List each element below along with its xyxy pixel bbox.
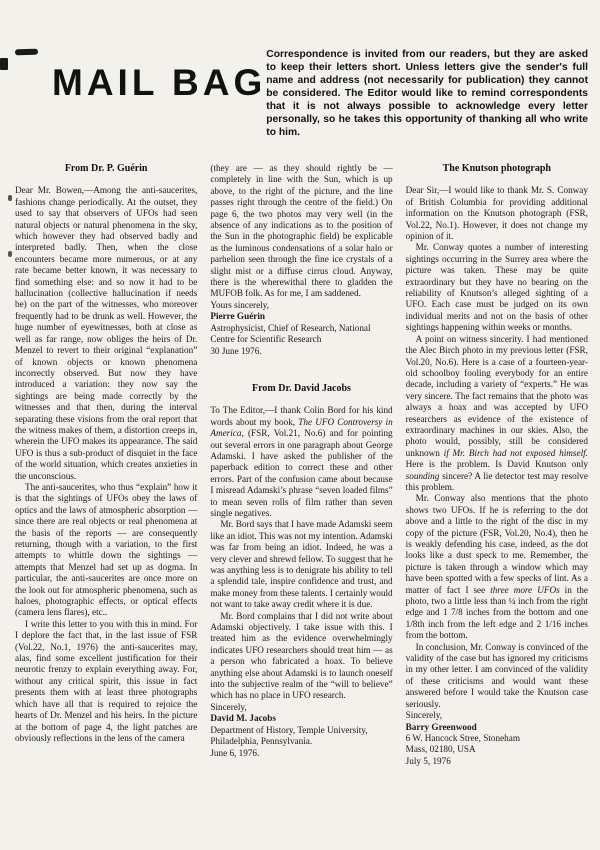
- body-text: Dear Mr. Bowen,—Among the anti-saucerites, fashions change periodically. At the outset, they used to say that observers of UFOs had seen natural objects or natural phenomena in the sky, which however they had observed badly and interpreted badly. Then, when the close encounters became more numerous, or at any rate became better known, it was necessary to find something else: and so now it had to be hallucination (collective hallucination if needs be) on the part of the witnesses, who moreover frequently had to be drunk as well. However, the huge number of eyewitnesses, both at close as well as far range, now obliges the heirs of Dr. Menzel to revert to their original “explanation” of known objects or known phenomena incorrectly observed. But now they have introduced a variation: they now say the sightings are being made correctly by the witnesses and that then, during the interval separating these visions from the oral report that the witness makes of them, a distortion creeps in, wherein the UFO makes its appearance. The said UFO is thus a sub-product of disquiet in the face of the world situation, which creates anxieties in the unconscious.: [15, 185, 198, 481]
- column-3: [406, 163, 588, 767]
- letter-paragraph: [406, 642, 588, 710]
- letter-paragraph: [406, 185, 588, 242]
- italic-text: if Mr. Birch had not exposed himself.: [443, 447, 588, 458]
- signature-line: 6 W. Hancock Stree, Stoneham: [405, 732, 520, 743]
- signature-line: June 6, 1976.: [210, 747, 260, 758]
- letter-paragraph: [406, 334, 588, 494]
- signature-line: July 5, 1976: [405, 755, 451, 766]
- letter-paragraph: [210, 163, 392, 300]
- letter-heading: From Dr. P. Guérin: [64, 163, 148, 174]
- signature-line: David M. Jacobs: [210, 713, 276, 724]
- body-text: Mr. Bord complains that I did not write about Adamski objectively. I take issue with this. I treated him as the evidence overwhelmingly indicates UFO researchers should treat him — as a person who fabricated a hoax. To believe anything else about Adamski is to launch oneself into the subjective realm of the “will to believe” which has no place in UFO research.: [210, 610, 393, 701]
- body-text: Mr. Conway also mentions that the photo shows two UFOs. If he is referring to the dot above and a little to the right of the disc in my copy of the picture (FSR, Vol.20, No.4), then he is weakly defending his case, indeed, as the dot looks like a dust speck to me. Remember, the picture is taken through a window which may have been spotted with a few specks of lint. As a matter of fact I see: [405, 493, 588, 595]
- signature-line: Pierre Guérin: [210, 311, 266, 322]
- body-text: Mr. Bord says that I have made Adamski seem like an idiot. This was not my intention. Adamski was far from being an idiot. Indeed, he was a very clever and shrewd fellow. To suggest that he was anything less is to denigrate his ability to tell a splendid tale, inspire confidence and trust, and make money from these talents. I certainly would not want to take away credit where it is due.: [210, 519, 393, 610]
- body-text: To The Editor,—I thank Colin Bord for his kind words about my book,: [210, 405, 393, 427]
- body-text: Dear Sir,—I would like to thank Mr. S. Conway of British Columbia for providing additional information on the Knutson photograph (FSR, Vol.22, No.1). However, it does not change my opinion of it.: [405, 185, 588, 242]
- body-text: I write this letter to you with this in mind. For I deplore the fact that, in the last issue of FSR (Vol.22, No.1, 1976) the anti-saucerites may, alas, find some excellent justification for their neurotic frenzy to explain everything away. For, without any critical spirit, this issue in fact presents them with at least three photographs which have all that is required to rejoice the hearts of Dr. Menzel and his heirs. In the picture at the bottom of page 4, the light patches are obviously reflections in the lens of the camera: [15, 618, 198, 743]
- editor-notice: Correspondence is invited from our readers, but they are asked to keep their letters short. Unless letters give the sender's full name and address (not necessarily for publication) they cannot be considered. The Editor would like to remind correspondents that it is not always possible to acknowledge every letter personally, so he takes this opportunity of thanking all who write to him.: [266, 49, 588, 138]
- letter-heading: The Knutson photograph: [442, 163, 551, 174]
- signature-line: Astrophysicist, Chief of Research, National Centre for Scientific Research: [210, 322, 371, 345]
- letter-paragraph: [15, 619, 197, 744]
- body-text: in the photo, two a little less than ¼ inch from the right edge and 1 7/8 inches from the bottom and one 1/8th inch from the left edge and 2 1/16 inches from the bottom.: [405, 584, 588, 641]
- column-2: [210, 163, 392, 767]
- letter-paragraph: [210, 405, 392, 519]
- italic-text: sounding: [405, 470, 440, 481]
- scan-artifact: [8, 251, 12, 257]
- page-header: [0, 0, 600, 139]
- signature-line: Department of History, Temple University, Philadelphia, Pennsylvania.: [210, 724, 368, 747]
- body-text: Mr. Conway quotes a number of interesting sightings occurring in the Surrey area where the picture was taken. These may be quite extraordinary but they have no bearing on the reliability of Knutson’s alleged sighting of a UFO. Each case must be judged on its own individual merits and not on the basis of other sightings happening within weeks or months.: [405, 242, 588, 333]
- scan-artifact: [0, 58, 8, 70]
- page-title: MAIL BAG: [52, 62, 267, 103]
- letter-paragraph: [406, 242, 588, 333]
- letter-paragraph: [15, 185, 197, 482]
- body-text: Here is the problem. Is David Knutson only: [405, 459, 588, 470]
- body-text: In conclusion, Mr. Conway is convinced of the validity of the case but has ignored my criticisms in my other letter. I am convinced of the validity of these criticisms and would want these answered before I would take the Knutson case seriously.: [405, 641, 588, 709]
- body-text: The anti-saucerites, who thus “explain” how it is that the sightings of UFOs obey the laws of optics and the laws of atmospheric absorption — since there are real objects or real phenomena at the basis of the reports — are consequently returning, though with a variation, to the first attempts to whittle down the sightings — attempts that Menzel had set up as dogma. In particular, the anti-saucerites are once more on the look out for atmospheric phenomena, such as haloes, photographic effects, or optical effects (camera lens flares), etc..: [15, 481, 198, 618]
- italic-text: The UFO Controversy in America,: [210, 416, 393, 439]
- body-text: sincere? A lie detector test may resolve this problem.: [405, 470, 588, 492]
- body-text: A point on witness sincerity. I had mentioned the Alec Birch photo in my previous letter (FSR, Vol.20, No.6). Here is a case of a fourteen-year-old schoolboy fooling everybody for an entire decade, including a variety of “experts.” He was very sincere. The fact remains that the photo was always a hoax and was accepted by UFO researchers as evidence of the existence of extraordinary machines in our skies. Also, the photo would, possibly, still be considered unknown: [405, 333, 588, 458]
- letter-paragraph: [210, 519, 392, 610]
- letter-paragraph: [15, 482, 197, 619]
- body-text: (they are — as they should rightly be — completely in line with the Sun, which is up above, to the right of the picture, and the line passes right through the centre of the field.) On page 6, the two photos may very well (in the absence of any indications as to the position of the Sun in the photographic field) be explicable as the luminous condensations of a solar halo or parhelion seen through the fine ice crystals of a slight mist or a diffuse cirrus cloud. Anyway, there is the wherewithal there to gladden the MUFOB folk. As for me, I am saddened.: [210, 163, 393, 299]
- signature-line: Sincerely,: [405, 710, 443, 721]
- signature-line: Sincerely,: [210, 701, 247, 712]
- signature-line: Yours sincerely,: [210, 299, 270, 310]
- signature-line: Barry Greenwood: [405, 721, 477, 732]
- letters-columns: [0, 139, 600, 767]
- column-1: [15, 163, 197, 767]
- signature-line: Mass, 02180, USA: [405, 744, 476, 755]
- italic-text: three more UFOs: [490, 584, 560, 595]
- body-text: (FSR, Vol.21, No.6) and for pointing out several errors in one paragraph about George Adamski. I have asked the publisher of the paperback edition to correct these and other errors. Part of the confusion came about because I misread Adamski’s phrase “seven loaded films” to mean seven rolls of film rather than seven single negatives.: [210, 428, 393, 518]
- scan-artifact: [15, 49, 38, 56]
- letter-heading: From Dr. David Jacobs: [252, 382, 351, 394]
- letter-paragraph: [210, 611, 392, 702]
- signature-line: 30 June 1976.: [210, 345, 262, 356]
- scan-artifact: [8, 195, 12, 201]
- letter-paragraph: [406, 493, 588, 641]
